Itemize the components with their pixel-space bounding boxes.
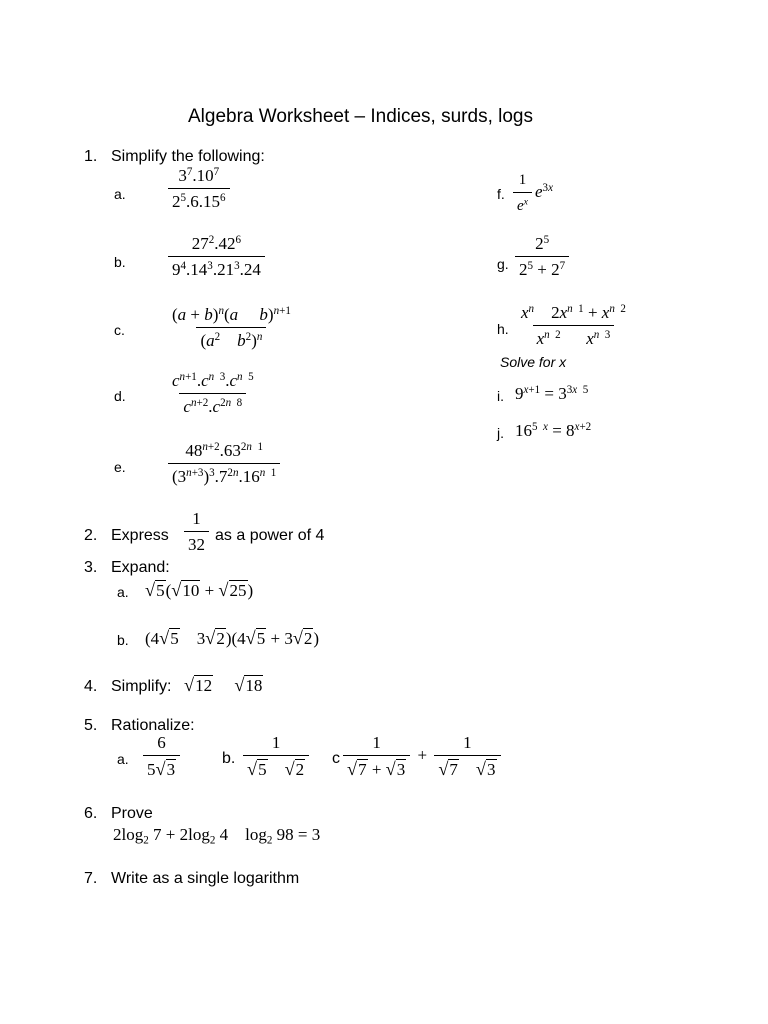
item-f-label: f. [497, 186, 505, 202]
item-d-expression: $\frac{c^{n+1}.c^{n 3}.c^{n 5}}{c^{n+2}.c^{2n 8}}$ [172, 370, 254, 416]
question-6-number: 6. [84, 805, 98, 822]
solve-for-x-instruction: Solve for x [500, 354, 567, 370]
item-a-expression: $\frac{3^7.10^7}{2^5.6.15^6}$ [165, 166, 233, 212]
question-2-text-before: Express [111, 527, 169, 544]
question-5c-expression: $\frac{1}{√7 + √3}$ + $\frac{1}{√7 √3}$ [340, 733, 504, 780]
item-d-label: d. [114, 388, 126, 404]
item-c-expression: $\frac{(a + b)^n(a b)^{n+1}}{(a^2 b^2)^n}$ [172, 304, 291, 350]
item-j-equation: $16^{5 x} = 8^{x+2}$ [515, 420, 592, 440]
question-6-text: Prove [111, 805, 153, 822]
question-5-number: 5. [84, 717, 98, 734]
item-h-label: h. [497, 321, 509, 337]
item-b-label: b. [114, 254, 126, 270]
question-3a-expression: √5(√10 + √25) [145, 580, 254, 600]
question-4-text: Simplify: [111, 678, 172, 695]
item-f-expression: $\frac{1}{e^x}$ $e^{3x}$ [510, 170, 553, 216]
question-6-equation: $2\log_2$ $7 + 2\log_2$ 4 $\log_2 98 = 3$ [113, 825, 321, 847]
question-5-text: Rationalize: [111, 717, 195, 734]
question-2-text-after: as a power of 4 [215, 527, 325, 544]
item-e-expression: $\frac{48^{n+2}.63^{2n 1}}{(3^{n+3})^3.7^{2n}.16^{n 1}}$ [165, 441, 283, 487]
question-4-number: 4. [84, 678, 98, 695]
question-5a-label: a. [117, 751, 129, 767]
item-a-label: a. [114, 186, 126, 202]
question-5b-expression: $\frac{1}{√5 √2}$ [240, 733, 312, 780]
question-5b-label: b. [222, 750, 236, 767]
item-g-label: g. [497, 256, 509, 272]
question-3-text: Expand: [111, 559, 170, 576]
question-1-number: 1. [84, 148, 98, 165]
question-7-text: Write as a single logarithm [111, 870, 300, 887]
page-title: Algebra Worksheet – Indices, surds, logs [188, 106, 533, 127]
item-i-label: i. [497, 388, 504, 404]
item-j-label: j. [497, 425, 504, 441]
item-g-expression: $\frac{2^5}{2^5 + 2^7}$ [512, 234, 572, 280]
item-c-label: c. [114, 322, 125, 338]
question-2-fraction: $\frac{1}{32}$ [181, 509, 212, 555]
item-i-equation: $9^{x+1} = 3^{3x 5}$ [515, 383, 589, 403]
item-h-expression: $\frac{x^n 2x^{n 1} + x^{n 2}}{x^{n 2} x^{n 3}}$ [521, 302, 626, 348]
question-4-expression: √12 √18 [184, 675, 263, 695]
question-2-number: 2. [84, 527, 98, 544]
question-5c-label: c [332, 750, 340, 767]
question-5a-expression: $\frac{6}{5√3}$ [140, 733, 183, 780]
item-e-label: e. [114, 459, 126, 475]
question-1-text: Simplify the following: [111, 148, 265, 165]
item-b-expression: $\frac{27^2.42^6}{9^4.14^3.21^3.24}$ [165, 234, 268, 280]
question-3a-label: a. [117, 584, 129, 600]
question-3b-expression: (4√5 3√2)(4√5 + 3√2) [145, 628, 320, 648]
question-3-number: 3. [84, 559, 98, 576]
question-3b-label: b. [117, 632, 129, 648]
question-7-number: 7. [84, 870, 98, 887]
